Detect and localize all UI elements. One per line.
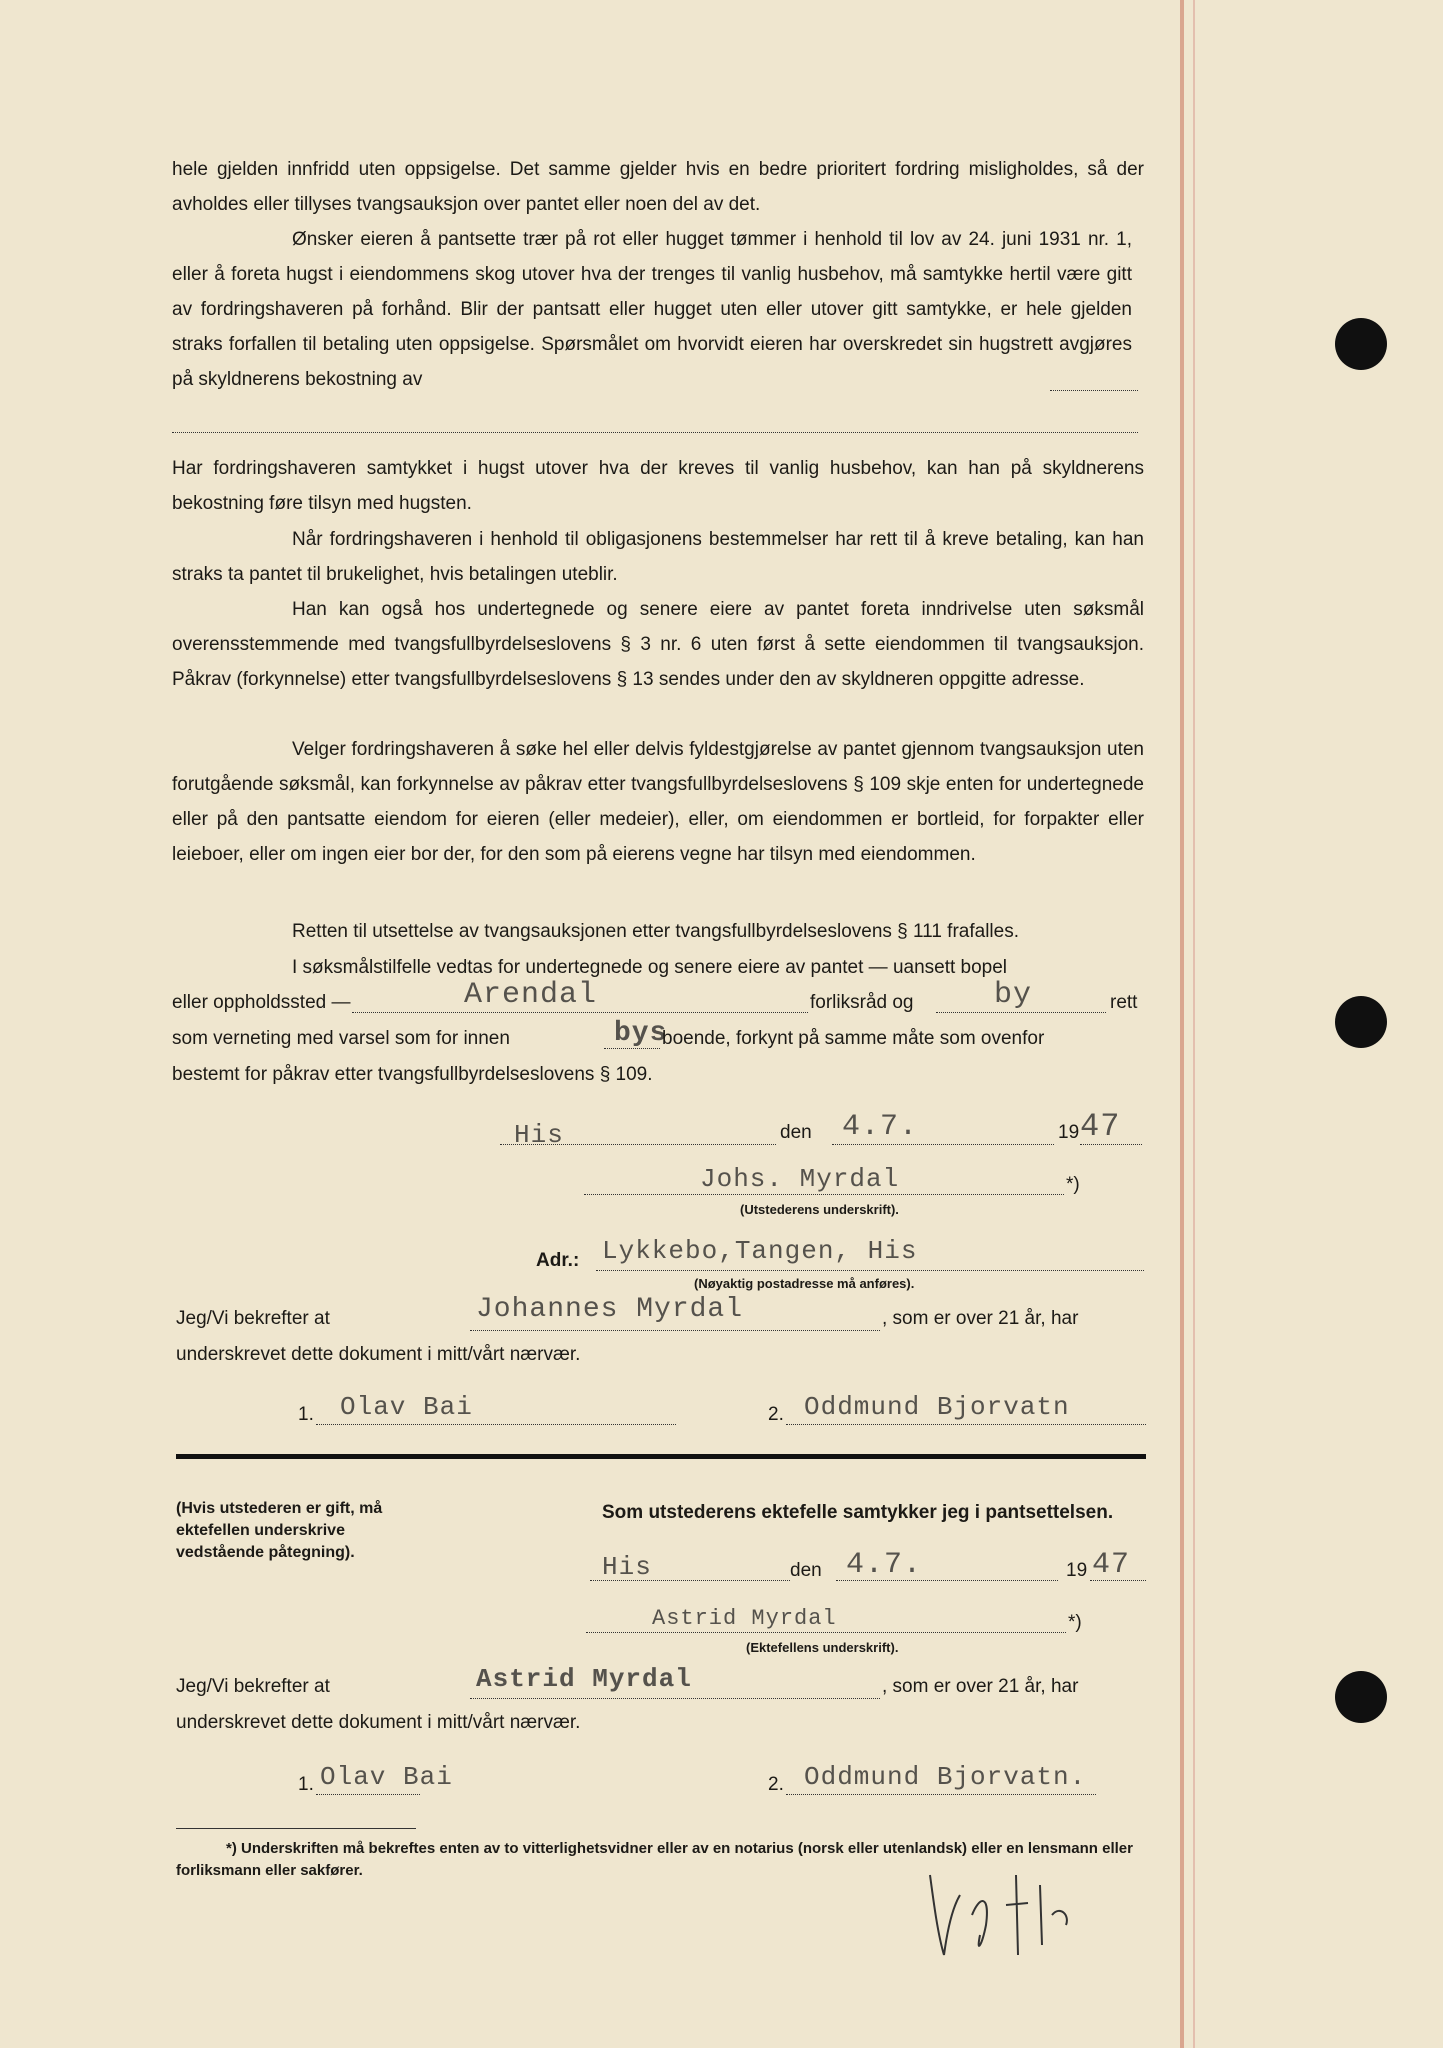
address-line: [596, 1270, 1144, 1271]
issuer-star: *): [1066, 1174, 1080, 1195]
paragraph-3: Har fordringshaveren samtykket i hugst utover hva der kreves til vanlig husbehov, kan han på skyldnerens bekostning føre tilsyn med hugsten.: [172, 458, 1144, 514]
paragraph-4: Når fordringshaveren i henhold til obligasjonens bestemmelser har rett til å kreve betaling, kan han straks ta pantet til brukelighet, hvis betalingen uteblir.: [172, 529, 1144, 585]
witness1-line-1: [316, 1424, 676, 1425]
issuer-signature-line: [584, 1194, 1064, 1195]
witness2-line-2: [786, 1794, 1096, 1795]
witness2-line-1: [316, 1794, 420, 1795]
rett-line: [936, 1012, 1106, 1013]
venue-text-f: bestemt for påkrav etter tvangsfullbyrdelseslovens § 109.: [172, 1064, 653, 1085]
spouse-place: His: [602, 1552, 652, 1582]
witness1-line-2: [786, 1424, 1146, 1425]
issuer-date-line: [832, 1144, 1054, 1145]
fill-line-hugst: [1050, 390, 1138, 391]
issuer-caption: (Utstederens underskrift).: [740, 1202, 899, 1217]
issuer-signature: Johs. Myrdal: [700, 1164, 900, 1194]
issuer-year-line: [1080, 1144, 1142, 1145]
paragraph-5: Han kan også hos undertegnede og senere eiere av pantet foreta inndrivelse uten søksmål overensstemmende med tvangsfullbyrdelseslovens § 3 nr. 6 uten først å sette eiendommen til tvangsauksjon. Påkrav (forkynnelse) etter tvangsfullbyrdelseslovens § 13 sendes under den av skyldneren oppgitte adresse.: [172, 599, 1144, 690]
witness1-num-2: 2.: [768, 1404, 784, 1425]
venue-text-d: som verneting med varsel som for innen: [172, 1028, 510, 1049]
footnote-rule: [176, 1828, 416, 1829]
section-divider: [176, 1454, 1146, 1459]
spouse-den: den: [790, 1560, 822, 1581]
issuer-place: His: [514, 1120, 564, 1150]
address-caption: (Nøyaktig postadresse må anføres).: [694, 1276, 915, 1291]
witness1-signature-2: Oddmund Bjorvatn: [804, 1392, 1070, 1422]
forliksrad-line: [352, 1012, 808, 1013]
address-value: Lykkebo,Tangen, His: [602, 1236, 918, 1266]
witness2-text-c: underskrevet dette dokument i mitt/vårt nærvær.: [176, 1712, 581, 1733]
witness1-text-c: underskrevet dette dokument i mitt/vårt nærvær.: [176, 1344, 581, 1365]
spouse-year-line: [1090, 1580, 1146, 1581]
issuer-date: 4.7.: [842, 1110, 919, 1144]
punch-hole-top: [1335, 318, 1387, 370]
witness2-text-b: , som er over 21 år, har: [882, 1676, 1079, 1697]
issuer-den: den: [780, 1122, 812, 1143]
spouse-date: 4.7.: [846, 1548, 923, 1582]
spouse-star: *): [1068, 1612, 1082, 1633]
fill-line-hugst-2: [172, 432, 1138, 433]
witness2-signature-2: Oddmund Bjorvatn.: [804, 1762, 1087, 1792]
handwritten-initials: [920, 1855, 1090, 1965]
spouse-year: 47: [1092, 1548, 1131, 1582]
spouse-note: (Hvis utstederen er gift, må ektefellen underskrive vedstående påtegning).: [176, 1500, 383, 1561]
witness2-name: Astrid Myrdal: [476, 1664, 692, 1694]
venue-text-e: boende, forkynt på samme måte som ovenfor: [662, 1028, 1045, 1049]
spouse-caption: (Ektefellens underskrift).: [746, 1640, 899, 1655]
venue-text-c: rett: [1110, 992, 1138, 1013]
witness1-text-a: Jeg/Vi bekrefter at: [176, 1308, 330, 1329]
punch-hole-bottom: [1335, 1671, 1387, 1723]
paragraph-6: Velger fordringshaveren å søke hel eller delvis fyldestgjørelse av pantet gjennom tvangsauksjon uten forutgående søksmål, kan forkynnelse av påkrav etter tvangsfullbyrdelseslovens § 109 skje enten for undertegnede eller på den pantsatte eiendom for eieren (eller medeier), eller, om eiendommen er bortleid, for forpakter eller leieboer, eller om ingen eier bor der, for den som på eierens vegne har tilsyn med eiendommen.: [172, 739, 1144, 865]
forliksrad-value: Arendal: [464, 978, 598, 1012]
witness1-num-1: 1.: [298, 1404, 314, 1425]
witness1-name: Johannes Myrdal: [476, 1294, 744, 1325]
paragraph-2: Ønsker eieren å pantsette trær på rot eller hugget tømmer i henhold til lov av 24. juni 1931 nr. 1, eller å foreta hugst i eiendommens skog utover hva der trenges til vanlig husbehov, må samtykke hertil være gitt av fordringshaveren på forhånd. Blir der pantsatt eller hugget uten eller utover gitt samtykke, er hele gjelden straks forfallen til betaling uten oppsigelse. Spørsmålet om hvorvidt eieren har overskredet sin hugstrett avgjøres på skyldnerens bekostning av: [172, 229, 1132, 390]
footnote: *) Underskriften må bekreftes enten av to vitterlighetsvidner eller av en notarius (norsk eller utenlandsk) eller en lensmann eller forliksmann eller sakfører.: [176, 1840, 1133, 1879]
witness2-num-1: 1.: [298, 1774, 314, 1795]
witness2-name-line: [470, 1698, 880, 1699]
venue-text-a: eller oppholdssted —: [172, 992, 351, 1013]
paragraph-8: I søksmålstilfelle vedtas for undertegnede og senere eiere av pantet — uansett bopel: [292, 957, 1008, 978]
witness2-num-2: 2.: [768, 1774, 784, 1795]
margin-rule-secondary: [1193, 0, 1195, 2048]
spouse-signature-line: [586, 1632, 1066, 1633]
spouse-consent: Som utstederens ektefelle samtykker jeg i pantsettelsen.: [602, 1502, 1114, 1523]
address-label: Adr.:: [536, 1250, 580, 1271]
spouse-signature: Astrid Myrdal: [652, 1606, 837, 1631]
witness1-text-b: , som er over 21 år, har: [882, 1308, 1079, 1329]
witness1-signature-1: Olav Bai: [340, 1392, 473, 1422]
witness2-signature-1: Olav Bai: [320, 1762, 453, 1792]
punch-hole-middle: [1335, 996, 1387, 1048]
issuer-year: 47: [1080, 1108, 1121, 1145]
venue-text-b: forliksråd og: [810, 992, 914, 1013]
innen-value: bys: [614, 1018, 668, 1049]
spouse-year-prefix: 19: [1066, 1560, 1088, 1581]
paragraph-7: Retten til utsettelse av tvangsauksjonen etter tvangsfullbyrdelseslovens § 111 frafalles.: [292, 921, 1019, 942]
paragraph-1: hele gjelden innfridd uten oppsigelse. Det samme gjelder hvis en bedre prioritert fordring misligholdes, så der avholdes eller tillyses tvangsauksjon over pantet eller noen del av det.: [172, 159, 1144, 215]
rett-value: by: [994, 978, 1033, 1012]
margin-rule: [1180, 0, 1184, 2048]
witness1-name-line: [470, 1330, 880, 1331]
witness2-text-a: Jeg/Vi bekrefter at: [176, 1676, 330, 1697]
issuer-year-prefix: 19: [1058, 1122, 1080, 1143]
